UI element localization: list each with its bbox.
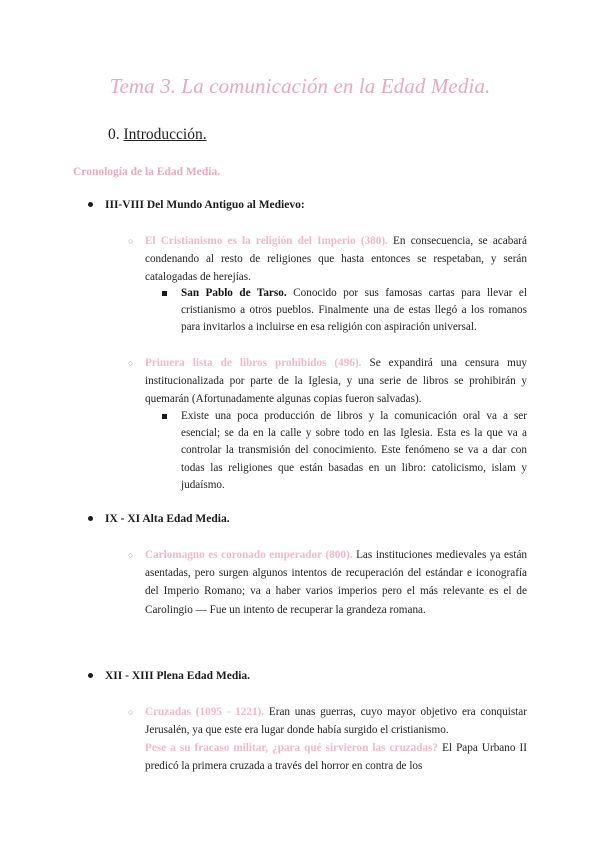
intro-number: 0. <box>108 126 120 143</box>
period-heading: XII - XIII Plena Edad Media. <box>88 670 250 682</box>
list-item <box>128 546 528 619</box>
sub-item-strong: San Pablo de Tarso. <box>181 287 287 299</box>
square-bullet-icon <box>162 414 167 419</box>
hollow-circle-icon: ○ <box>128 236 134 246</box>
list-item <box>128 354 528 409</box>
item-text: Las instituciones medievales ya están asentadas, pero surgen algunos intentos de recuperación del estándar e iconografía del Imperio Romano; va a haber varios imperios pero el más relevante es el de Carolingio — Fue un intento de recuperar la grandeza romana. <box>145 549 528 616</box>
hollow-circle-icon: ○ <box>128 358 134 368</box>
item-text: Eran unas guerras, cuyo mayor objetivo era conquistar Jerusalén, ya que este era lugar donde había surgido el cristianismo. <box>145 706 527 737</box>
item-text: Se expandirá una censura muy institucionalizada por parte de la Iglesia, y una serie de libros se prohibirán y quemarán (Afortunadamente algunas copias fueron salvadas). <box>145 357 528 406</box>
period-heading: IX - XI Alta Edad Media. <box>88 513 230 525</box>
section-heading: Cronología de la Edad Media. <box>73 166 221 178</box>
sub-item-text: Existe una poca producción de libros y la comunicación oral va a ser esencial; se da en la calle y sobre todo en las Iglesia. Esta es la que va a controlar la transmisión del conocimiento. Este fenómeno se va a dar con todas las religiones que están basadas en un libro: catolicismo, islam y judaísmo. <box>181 410 527 491</box>
item-highlight: Cruzadas (1095 - 1221). <box>145 706 265 718</box>
intro-label: Introducción. <box>123 126 207 143</box>
bullet-icon <box>88 673 93 678</box>
item-text: En consecuencia, se acabará condenando al resto de religiones que hasta entonces se respetaban, y serán catalogadas de herejías. <box>145 235 527 284</box>
hollow-circle-icon: ○ <box>128 550 134 560</box>
item-highlight: El Cristianismo es la religión del Imperio (380). <box>145 235 388 247</box>
square-bullet-icon <box>162 291 167 296</box>
intro-heading <box>108 126 207 144</box>
bullet-icon <box>88 202 93 207</box>
item-highlight: Carlomagno es coronado emperador (800). <box>145 549 353 561</box>
question-highlight: Pese a su fracaso militar, ¿para qué sirvieron las cruzadas? <box>145 742 438 754</box>
list-item <box>128 703 527 739</box>
sub-list-item <box>181 408 527 494</box>
page-title: Tema 3. La comunicación en la Edad Media. <box>109 74 491 98</box>
continuation-paragraph <box>145 739 527 775</box>
sub-list-item <box>181 285 527 337</box>
list-item <box>128 232 527 287</box>
continuation-text: El Papa Urbano II predicó la primera cruzada a través del horror en contra de los <box>145 742 527 773</box>
bullet-icon <box>88 516 93 521</box>
period-heading: III-VIII Del Mundo Antiguo al Medievo: <box>88 199 305 211</box>
sub-item-text: Conocido por sus famosas cartas para llevar el cristianismo a otros pueblos. Finalmente una de estas llegó a los romanos para invitarlos a incluirse en esa religión con aspiración universal. <box>181 287 527 334</box>
item-highlight: Primera lista de libros prohibidos (496). <box>145 357 362 369</box>
hollow-circle-icon: ○ <box>128 707 134 717</box>
